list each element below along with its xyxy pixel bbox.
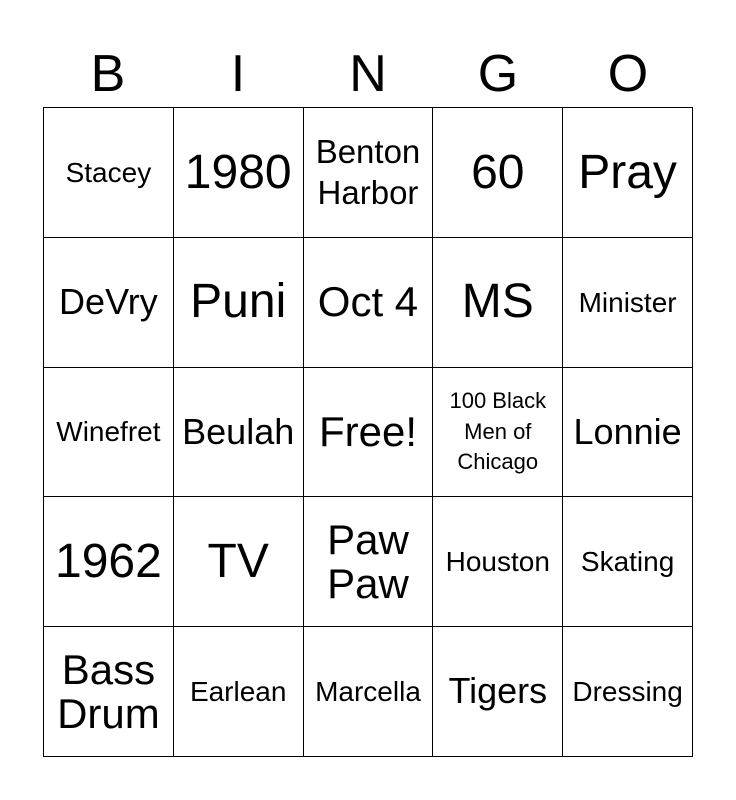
bingo-cell[interactable]: Minister <box>563 238 693 368</box>
bingo-cell[interactable]: MS <box>433 238 563 368</box>
bingo-cell[interactable]: 60 <box>433 108 563 238</box>
bingo-cell[interactable]: 100 Black Men of Chicago <box>433 368 563 498</box>
header-letter-b: B <box>90 45 126 103</box>
bingo-cell[interactable]: Houston <box>433 497 563 627</box>
bingo-cell[interactable]: Benton Harbor <box>304 108 434 238</box>
header-letter-n: N <box>349 45 387 103</box>
bingo-header <box>43 42 693 106</box>
bingo-cell[interactable]: Marcella <box>304 627 434 757</box>
bingo-cell[interactable]: Stacey <box>44 108 174 238</box>
bingo-cell[interactable]: DeVry <box>44 238 174 368</box>
bingo-cell[interactable]: Beulah <box>174 368 304 498</box>
bingo-cell[interactable]: 1962 <box>44 497 174 627</box>
bingo-cell[interactable]: Puni <box>174 238 304 368</box>
bingo-cell[interactable]: Dressing <box>563 627 693 757</box>
bingo-cell[interactable]: Earlean <box>174 627 304 757</box>
bingo-cell[interactable]: Lonnie <box>563 368 693 498</box>
bingo-cell[interactable]: Skating <box>563 497 693 627</box>
bingo-cell[interactable]: 1980 <box>174 108 304 238</box>
bingo-grid <box>43 107 693 757</box>
bingo-cell[interactable]: Pray <box>563 108 693 238</box>
bingo-cell[interactable]: Oct 4 <box>304 238 434 368</box>
header-letter-g: G <box>477 45 519 103</box>
bingo-cell[interactable]: Paw Paw <box>304 497 434 627</box>
header-letter-i: I <box>230 45 246 103</box>
bingo-cell[interactable]: Winefret <box>44 368 174 498</box>
bingo-cell[interactable]: TV <box>174 497 304 627</box>
free-space[interactable]: Free! <box>304 368 434 498</box>
bingo-cell[interactable]: Bass Drum <box>44 627 174 757</box>
bingo-cell[interactable]: Tigers <box>433 627 563 757</box>
header-letter-o: O <box>607 45 649 103</box>
